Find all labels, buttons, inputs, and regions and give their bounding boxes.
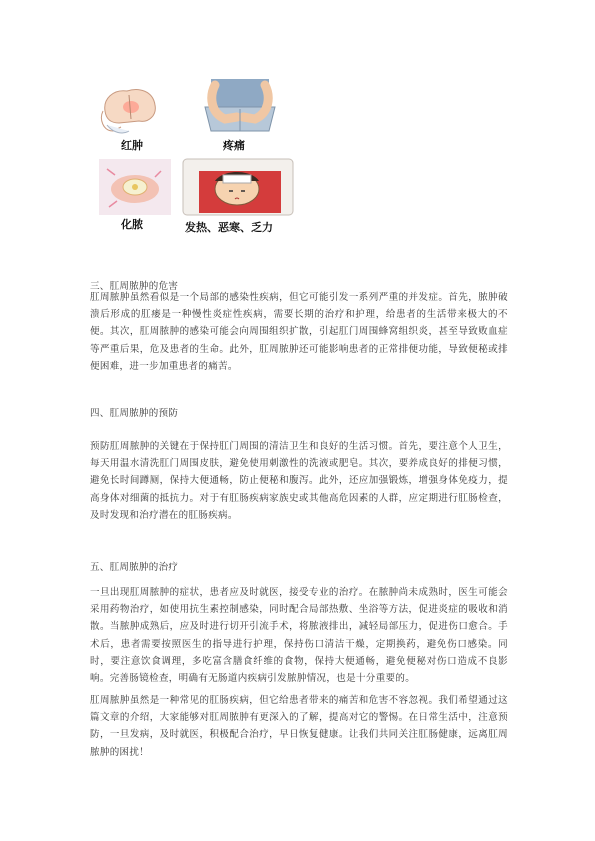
paragraph-conclusion: 肛周脓肿虽然是一种常见的肛肠疾病，但它给患者带来的痛苦和危害不容忽视。我们希望通过这篇文章的介绍，大家能够对肛周脓肿有更深入的了解，提高对它的警惕。在日常生活中，注意预防，一旦发病，及时就医，积极配合治疗，早日恢复健康。让我们共同关注肛肠健康，远离肛周脓肿的困扰！	[90, 695, 508, 758]
redness-illustration	[99, 81, 171, 137]
section-heading-prevention: 四、肛周脓肿的预防	[90, 408, 179, 419]
caption-redness: 红肿	[121, 139, 143, 152]
caption-pus: 化脓	[121, 218, 143, 231]
fever-illustration	[179, 157, 297, 217]
pus-illustration	[99, 159, 171, 215]
paragraph-treatment: 一旦出现肛周脓肿的症状，患者应及时就医，接受专业的治疗。在脓肿尚未成熟时，医生可能会采用药物治疗，如使用抗生素控制感染，同时配合局部热敷、坐浴等方法，促进炎症的吸收和消散。当脓肿成熟后，应及时进行切开引流手术，将脓液排出，减轻局部压力，促进伤口愈合。手术后，患者需要按照医生的指导进行护理，保持伤口清洁干燥，定期换药，避免伤口感染。同时，要注意饮食调理，多吃富含膳食纤维的食物，保持大便通畅，避免便秘对伤口造成不良影响。完善肠镜检查，明确有无肠道内疾病引发脓肿情况，也是十分重要的。	[90, 587, 508, 685]
caption-fever-chills-fatigue: 发热、恶寒、乏力	[185, 221, 273, 234]
pain-illustration	[185, 79, 295, 135]
caption-pain: 疼痛	[223, 139, 245, 152]
section-heading-hazards: 三、肛周脓肿的危害	[90, 281, 179, 292]
paragraph-prevention: 预防肛周脓肿的关键在于保持肛门周围的清洁卫生和良好的生活习惯。首先，要注意个人卫生，每天用温水清洗肛门周围皮肤，避免使用刺激性的洗液或肥皂。其次，要养成良好的排便习惯，避免长时间蹲厕，保持大便通畅，防止便秘和腹泻。此外，还应加强锻炼，增强身体免疫力，提高身体对细菌的抵抗力。对于有肛肠疾病家族史或其他高危因素的人群，应定期进行肛肠检查，及时发现和治疗潜在的肛肠疾病。	[90, 441, 508, 521]
paragraph-hazards: 肛周脓肿虽然看似是一个局部的感染性疾病，但它可能引发一系列严重的并发症。首先，脓肿破溃后形成的肛瘘是一种慢性炎症性疾病，需要长期的治疗和护理，给患者的生活带来极大的不便。其次，肛周脓肿的感染可能会向周围组织扩散，引起肛门周围蜂窝组织炎，甚至导致败血症等严重后果，危及患者的生命。此外，肛周脓肿还可能影响患者的正常排便功能，导致便秘或排便困难，进一步加重患者的痛苦。	[90, 292, 508, 372]
symptom-illustration	[97, 79, 297, 239]
section-heading-treatment: 五、肛周脓肿的治疗	[90, 562, 179, 573]
